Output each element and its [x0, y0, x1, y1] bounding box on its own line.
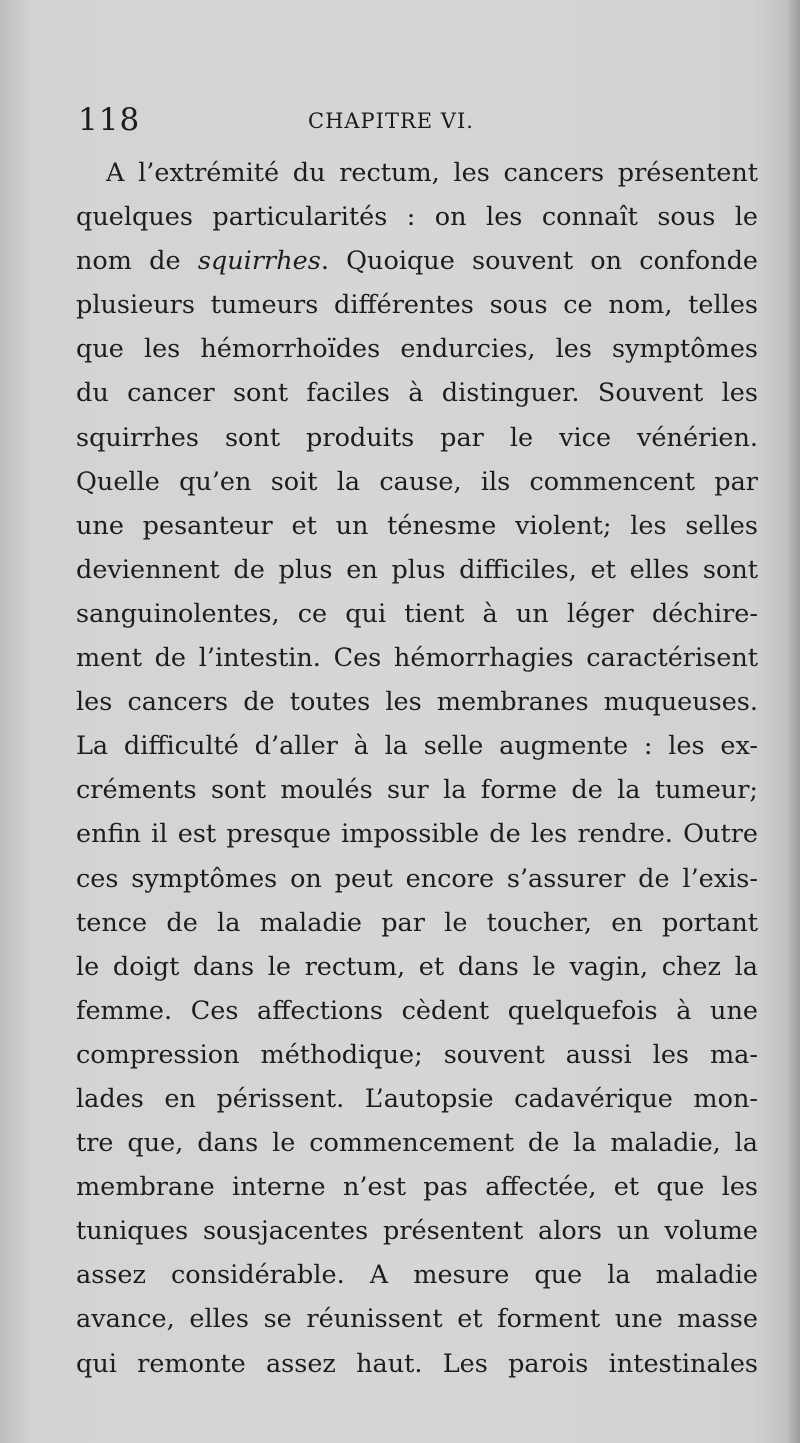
- text-line: A l’extrémité du rectum, les cancers présentent: [106, 158, 758, 188]
- chapter-title: CHAPITRE VI.: [308, 109, 474, 133]
- text-line: [76, 239, 758, 283]
- text-line: plusieurs tumeurs différentes sous ce nom, telles: [76, 290, 758, 321]
- italic-term: squirrhes: [197, 246, 321, 277]
- text-line: avance, elles se réunissent et forment une masse: [76, 1304, 758, 1335]
- text-segment: . Quoique souvent on confonde: [320, 246, 758, 277]
- text-line: ment de l’intestin. Ces hémorrhagies caractérisent: [76, 643, 758, 674]
- body-text: [76, 151, 758, 1386]
- text-line: le doigt dans le rectum, et dans le vagin, chez la: [76, 951, 758, 982]
- text-line: créments sont moulés sur la forme de la tumeur;: [76, 775, 758, 806]
- text-line: femme. Ces affections cèdent quelquefois à une: [76, 995, 758, 1026]
- page-number: 118: [78, 102, 141, 138]
- text-line: ces symptômes on peut encore s’assurer de l’exis-: [76, 863, 758, 894]
- text-line: une pesanteur et un ténesme violent; les selles: [76, 510, 758, 541]
- text-line: lades en périssent. L’autopsie cadavérique mon-: [76, 1083, 758, 1114]
- text-line: La difficulté d’aller à la selle augmente : les ex-: [76, 731, 758, 762]
- text-line: membrane interne n’est pas affectée, et que les: [76, 1172, 758, 1203]
- text-line: compression méthodique; souvent aussi les ma-: [76, 1039, 758, 1070]
- text-line: que les hémorrhoïdes endurcies, les symptômes: [76, 334, 758, 365]
- text-line: squirrhes sont produits par le vice vénérien.: [76, 422, 758, 453]
- text-line: les cancers de toutes les membranes muqueuses.: [76, 687, 758, 718]
- text-line: qui remonte assez haut. Les parois intestinales: [76, 1348, 758, 1379]
- text-line: sanguinolentes, ce qui tient à un léger déchire-: [76, 598, 758, 629]
- running-head: [78, 100, 758, 140]
- text-line: Quelle qu’en soit la cause, ils commencent par: [76, 466, 758, 497]
- text-line: du cancer sont faciles à distinguer. Souvent les: [76, 378, 758, 409]
- text-line: tre que, dans le commencement de la maladie, la: [76, 1128, 758, 1159]
- text-line: tence de la maladie par le toucher, en portant: [76, 907, 758, 938]
- text-line: assez considérable. A mesure que la maladie: [76, 1260, 758, 1291]
- text-line: tuniques sousjacentes présentent alors un volume: [76, 1216, 758, 1247]
- text-line: enfin il est presque impossible de les rendre. Outre: [76, 819, 758, 850]
- text-line: deviennent de plus en plus difficiles, et elles sont: [76, 554, 758, 585]
- page-edge-shadow: [786, 0, 800, 1443]
- text-segment: nom de: [76, 246, 181, 277]
- text-line: quelques particularités : on les connaît sous le: [76, 202, 758, 233]
